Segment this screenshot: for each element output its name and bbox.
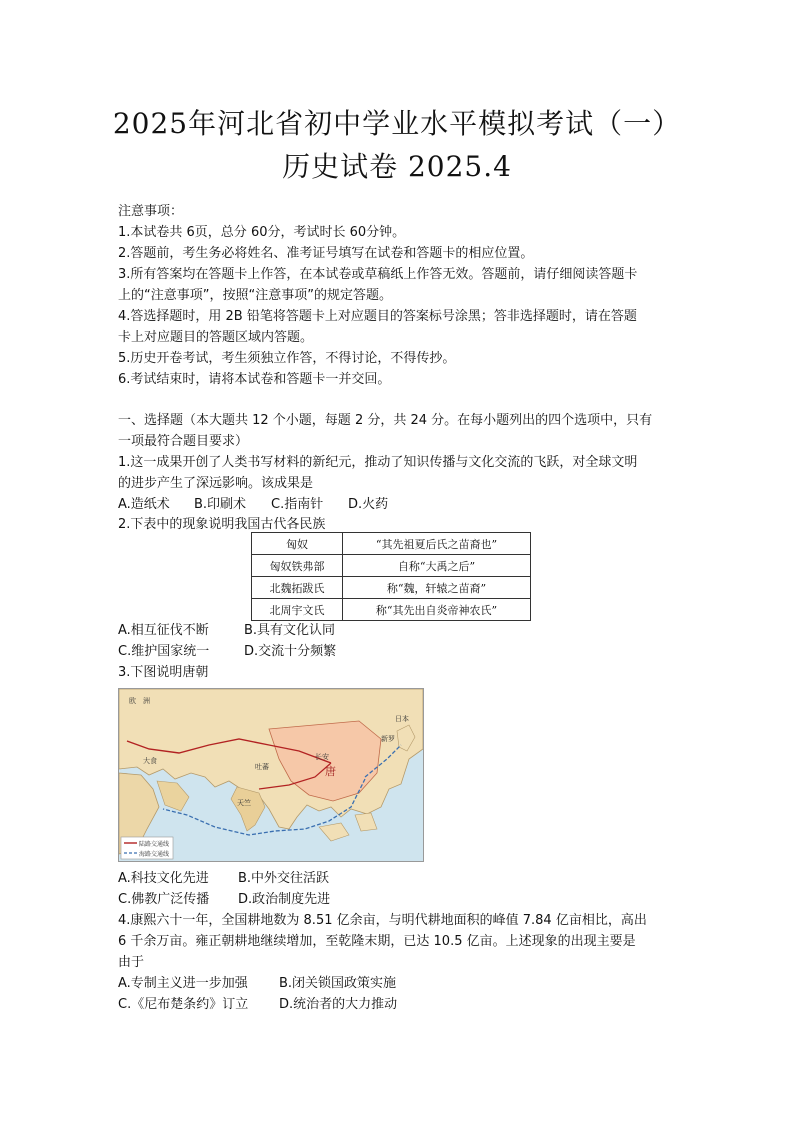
map-label-tubo: 吐蕃 [255,763,269,771]
table-row [252,533,531,555]
tang-exchange-map [118,688,424,862]
q3-stem: 3.下图说明唐朝 [118,665,209,680]
notice-item: 6.考试结束时，请将本试卷和答题卡一并交回。 [118,372,391,387]
q2-option-c: C.维护国家统一 [118,644,210,659]
map-label-tianzhu: 天竺 [237,799,251,807]
q3-option-b: B.中外交往活跃 [238,871,330,886]
map-label-changan: 长安 [315,753,329,761]
q1-option-c: C.指南针 [271,497,324,512]
q3-option-c: C.佛教广泛传播 [118,892,210,907]
notice-item: 3.所有答案均在答题卡上作答，在本试卷或草稿纸上作答无效。答题前，请仔细阅读答题卡 [118,267,638,282]
q4-stem: 4.康熙六十一年，全国耕地数为 8.51 亿余亩，与明代耕地面积的峰值 7.84 亿亩相比，高出 [118,913,647,928]
q4-option-d: D.统治者的大力推动 [279,997,398,1012]
table-cell: 匈奴铁弗部 [252,555,343,577]
table-cell: 匈奴 [252,533,343,555]
q1-stem: 1.这一成果开创了人类书写材料的新纪元，推动了知识传播与文化交流的飞跃，对全球文明 [118,455,638,470]
q1-option-d: D.火药 [348,497,389,512]
notice-item: 2.答题前，考生务必将姓名、准考证号填写在试卷和答题卡的相应位置。 [118,246,534,261]
notice-heading: 注意事项： [118,204,184,219]
section-heading-cont: 一项最符合题目要求） [118,434,249,449]
section-heading: 一、选择题（本大题共 12 个小题，每题 2 分，共 24 分。在每小题列出的四个选项中，只有 [118,413,653,428]
map-label-silla: 新罗 [381,735,395,743]
q4-option-b: B.闭关锁国政策实施 [279,976,397,991]
q2-stem: 2.下表中的现象说明我国古代各民族 [118,517,326,532]
table-cell: 自称“大禹之后” [343,555,531,577]
q1-option-b: B.印刷术 [194,497,247,512]
table-row [252,599,531,621]
page-title-line2: 历史试卷 2025.4 [282,150,512,183]
notice-item: 1.本试卷共 6页，总分 60分，考试时长 60分钟。 [118,225,406,240]
table-cell: 称“魏，轩辕之苗裔” [343,577,531,599]
notice-item: 5.历史开卷考试，考生须独立作答，不得讨论，不得传抄。 [118,351,456,366]
table-row [252,577,531,599]
legend-sea-route: 海路交通线 [139,851,170,858]
q2-option-d: D.交流十分频繁 [244,644,337,659]
q4-option-c: C.《尼布楚条约》订立 [118,997,249,1012]
page-title-line1: 2025年河北省初中学业水平模拟考试（一） [112,107,682,140]
q4-option-a: A.专制主义进一步加强 [118,976,248,991]
map-label-europe: 欧 洲 [129,697,150,705]
notice-item: 卡上对应题目的答题区域内答题。 [118,330,314,345]
q2-option-b: B.具有文化认同 [244,623,336,638]
q4-stem-cont: 由于 [118,955,145,970]
q3-option-a: A.科技文化先进 [118,871,209,886]
notice-item: 4.答选择题时，用 2B 铅笔将答题卡上对应题目的答案标号涂黑；答非选择题时，请在答题 [118,309,637,324]
table-cell: 北魏拓跋氏 [252,577,343,599]
q2-option-a: A.相互征伐不断 [118,623,209,638]
q3-option-d: D.政治制度先进 [238,892,331,907]
table-row [252,555,531,577]
map-label-dashi: 大食 [143,757,157,765]
q1-option-a: A.造纸术 [118,497,170,512]
notice-item: 上的“注意事项”，按照“注意事项”的规定答题。 [118,288,392,303]
table-cell: 北周宇文氏 [252,599,343,621]
q2-table [251,532,531,621]
q1-stem-cont: 的进步产生了深远影响。该成果是 [118,476,314,491]
table-cell: “其先祖夏后氏之苗裔也” [343,533,531,555]
table-cell: 称“其先出自炎帝神农氏” [343,599,531,621]
q4-stem-cont: 6 千余万亩。雍正朝耕地继续增加，至乾隆末期，已达 10.5 亿亩。上述现象的出现主要是 [118,934,636,949]
map-label-tang: 唐 [325,765,336,778]
map-label-japan: 日本 [395,715,409,723]
legend-land-route: 陆路交通线 [139,841,170,848]
